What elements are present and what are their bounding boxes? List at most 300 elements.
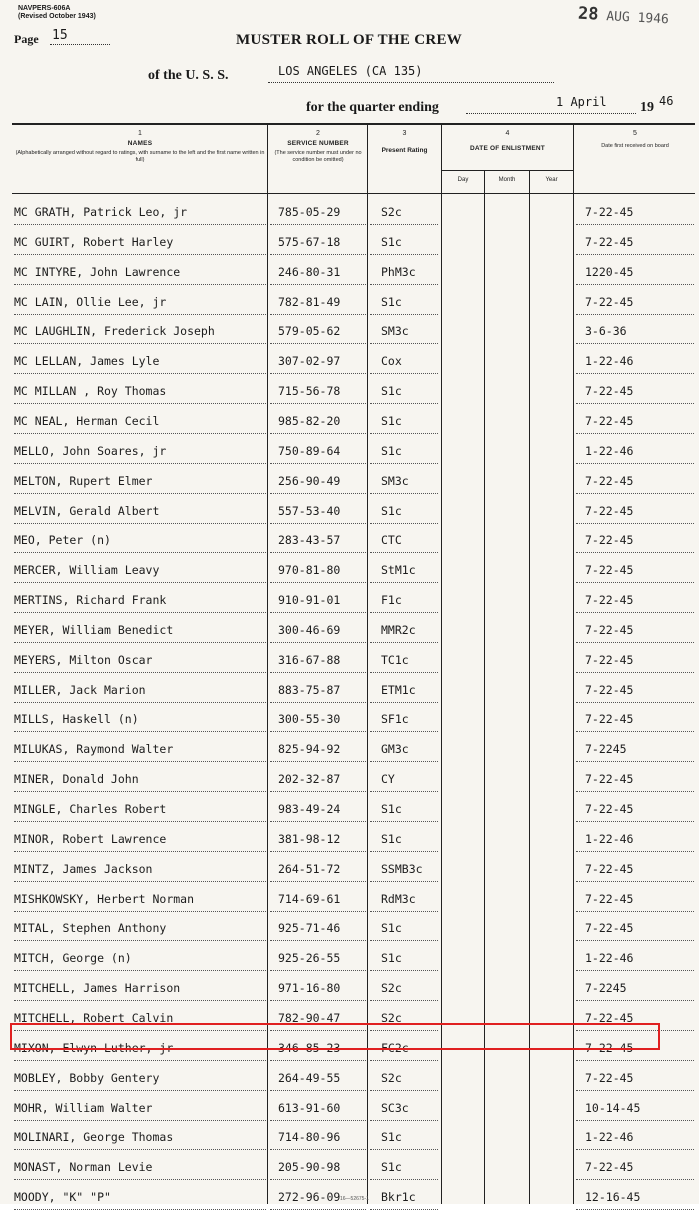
crew-name: MONAST, Norman Levie (14, 1160, 153, 1175)
date-received: 12-16-45 (585, 1190, 641, 1205)
row-dotted-line (270, 1090, 366, 1091)
service-number: 983-49-24 (278, 802, 341, 816)
row-dotted-line (270, 821, 366, 822)
quarter-date: 1 April (556, 95, 607, 109)
table-row (0, 705, 699, 735)
date-received: 3-6-36 (585, 324, 627, 339)
crew-name: MILLER, Jack Marion (14, 682, 146, 697)
row-dotted-line (576, 254, 694, 255)
row-dotted-line (370, 672, 438, 673)
date-received: 7-22-45 (585, 533, 634, 548)
header-day: Day (457, 177, 469, 183)
row-dotted-line (14, 1060, 266, 1061)
row-dotted-line (270, 1120, 366, 1121)
crew-name: MISHKOWSKY, Herbert Norman (14, 891, 195, 906)
crew-name: MC GUIRT, Robert Harley (14, 234, 174, 249)
row-dotted-line (270, 970, 366, 971)
service-number: 750-89-64 (278, 443, 341, 458)
service-number: 613-91-60 (278, 1100, 341, 1115)
row-dotted-line (576, 552, 694, 553)
row-dotted-line (14, 1179, 266, 1180)
row-dotted-line (270, 254, 366, 255)
row-dotted-line (14, 493, 266, 494)
row-dotted-line (14, 851, 266, 852)
table-row (0, 1153, 699, 1183)
row-dotted-line (370, 373, 438, 374)
table-row (0, 795, 699, 825)
date-received: 7-22-45 (585, 473, 634, 488)
present-rating: RdM3c (381, 891, 416, 906)
crew-name: MINER, Donald John (14, 772, 139, 787)
present-rating: FC2c (381, 1040, 409, 1055)
row-dotted-line (370, 761, 438, 762)
service-number: 300-55-30 (278, 712, 341, 727)
date-received: 7-22-45 (585, 563, 634, 578)
row-dotted-line (370, 1000, 438, 1001)
row-dotted-line (270, 940, 366, 941)
row-dotted-line (14, 403, 266, 404)
row-dotted-line (14, 433, 266, 434)
row-dotted-line (270, 911, 366, 912)
row-dotted-line (14, 224, 266, 225)
service-number: 256-90-49 (278, 473, 341, 488)
row-dotted-line (370, 582, 438, 583)
row-dotted-line (14, 463, 266, 464)
row-dotted-line (270, 314, 366, 315)
table-row (0, 765, 699, 795)
date-received: 7-22-45 (585, 921, 634, 936)
service-number: 825-94-92 (278, 742, 341, 757)
row-dotted-line (270, 582, 366, 583)
present-rating: F1c (381, 593, 402, 608)
row-dotted-line (370, 552, 438, 553)
service-number: 575-67-18 (278, 234, 341, 249)
form-revision: (Revised October 1943) (18, 13, 96, 20)
row-dotted-line (14, 761, 266, 762)
quarter-label: for the quarter ending (306, 100, 439, 115)
service-number: 316-67-88 (278, 652, 341, 667)
service-number: 714-69-61 (278, 891, 341, 906)
header-rating-number: 3 (402, 130, 407, 137)
row-dotted-line (14, 702, 266, 703)
crew-name: MC LAUGHLIN, Frederick Joseph (14, 324, 215, 339)
row-dotted-line (370, 433, 438, 434)
row-dotted-line (576, 761, 694, 762)
date-received: 7-22-45 (585, 712, 634, 727)
row-dotted-line (576, 1000, 694, 1001)
row-dotted-line (576, 314, 694, 315)
header-names (14, 130, 266, 164)
row-dotted-line (576, 940, 694, 941)
row-dotted-line (14, 1090, 266, 1091)
crew-name: MC NEAL, Herman Cecil (14, 413, 160, 428)
row-dotted-line (370, 642, 438, 643)
row-dotted-line (14, 970, 266, 971)
present-rating: CY (381, 772, 395, 787)
table-row (0, 944, 699, 974)
service-number: 925-71-46 (278, 921, 341, 936)
date-received: 7-2245 (585, 981, 627, 996)
table-row (0, 914, 699, 944)
table-row (0, 258, 699, 288)
ship-name: LOS ANGELES (CA 135) (278, 64, 423, 78)
crew-name: MOODY, "K" "P" (14, 1190, 111, 1205)
crew-name: MC LAIN, Ollie Lee, jr (14, 294, 167, 309)
service-number: 246-80-31 (278, 264, 341, 279)
row-dotted-line (14, 1120, 266, 1121)
row-dotted-line (576, 1120, 694, 1121)
date-received: 1-22-46 (585, 831, 634, 846)
row-dotted-line (14, 314, 266, 315)
row-dotted-line (14, 1209, 266, 1210)
header-enlistment-number: 4 (505, 130, 510, 137)
crew-name: MOHR, William Walter (14, 1100, 153, 1115)
crew-name: MELLO, John Soares, jr (14, 443, 167, 458)
row-dotted-line (576, 612, 694, 613)
present-rating: S1c (381, 831, 402, 846)
row-dotted-line (270, 1060, 366, 1061)
service-number: 715-56-78 (278, 384, 341, 399)
table-row (0, 855, 699, 885)
table-row (0, 616, 699, 646)
date-received: 1-22-46 (585, 354, 634, 369)
row-dotted-line (370, 463, 438, 464)
present-rating: S1c (381, 921, 402, 936)
year-suffix: 46 (659, 94, 674, 108)
table-row (0, 467, 699, 497)
row-dotted-line (14, 1000, 266, 1001)
row-dotted-line (370, 731, 438, 732)
uss-label: of the U. S. S. (148, 68, 229, 83)
row-dotted-line (14, 523, 266, 524)
date-received: 7-22-45 (585, 1010, 634, 1025)
row-dotted-line (270, 433, 366, 434)
table-row (0, 407, 699, 437)
date-received: 7-2245 (585, 742, 627, 757)
present-rating: TC1c (381, 652, 409, 667)
present-rating: SM3c (381, 324, 409, 339)
crew-name: MITAL, Stephen Anthony (14, 921, 167, 936)
row-dotted-line (14, 343, 266, 344)
service-number: 557-53-40 (278, 503, 341, 518)
table-row (0, 347, 699, 377)
row-dotted-line (576, 672, 694, 673)
row-dotted-line (270, 612, 366, 613)
table-row (0, 526, 699, 556)
service-number: 782-90-47 (278, 1010, 341, 1025)
date-received: 7-22-45 (585, 294, 634, 309)
row-dotted-line (270, 672, 366, 673)
date-received: 7-22-45 (585, 802, 634, 816)
row-dotted-line (270, 343, 366, 344)
row-dotted-line (370, 343, 438, 344)
row-dotted-line (576, 702, 694, 703)
header-names-note: (Alphabetically arranged without regard to ratings, with surname to the left and the first name written in full) (15, 150, 265, 163)
table-row (0, 437, 699, 467)
crew-name: MILLS, Haskell (n) (14, 712, 139, 727)
row-dotted-line (370, 612, 438, 613)
crew-name: MC LELLAN, James Lyle (14, 354, 160, 369)
service-number: 925-26-55 (278, 951, 341, 966)
row-dotted-line (270, 224, 366, 225)
row-dotted-line (370, 1149, 438, 1150)
row-dotted-line (370, 970, 438, 971)
row-dotted-line (370, 911, 438, 912)
row-dotted-line (576, 582, 694, 583)
date-received: 1220-45 (585, 264, 634, 279)
row-dotted-line (14, 911, 266, 912)
row-dotted-line (576, 1149, 694, 1150)
row-dotted-line (14, 821, 266, 822)
service-number: 346-85-23 (278, 1040, 341, 1055)
row-dotted-line (370, 821, 438, 822)
enlistment-sub-rule (441, 170, 574, 171)
header-enlistment-title: DATE OF ENLISTMENT (470, 145, 545, 152)
header-received-title: Date first received on board (601, 143, 669, 149)
date-received: 7-22-45 (585, 652, 634, 667)
year-prefix: 19 (640, 100, 654, 115)
row-dotted-line (270, 284, 366, 285)
row-dotted-line (14, 940, 266, 941)
row-dotted-line (370, 940, 438, 941)
present-rating: GM3c (381, 742, 409, 757)
table-row (0, 646, 699, 676)
crew-name: MELVIN, Gerald Albert (14, 503, 160, 518)
row-dotted-line (14, 612, 266, 613)
date-stamp (578, 4, 670, 29)
row-dotted-line (270, 403, 366, 404)
form-code (18, 5, 96, 21)
table-row (0, 497, 699, 527)
service-number: 381-98-12 (278, 831, 341, 846)
row-dotted-line (270, 1000, 366, 1001)
row-dotted-line (576, 731, 694, 732)
row-dotted-line (576, 911, 694, 912)
crew-name: MC INTYRE, John Lawrence (14, 264, 181, 279)
present-rating: S1c (381, 503, 402, 518)
row-dotted-line (270, 523, 366, 524)
table-row (0, 198, 699, 228)
row-dotted-line (370, 791, 438, 792)
row-dotted-line (370, 881, 438, 882)
service-number: 283-43-57 (278, 533, 341, 548)
present-rating: SM3c (381, 473, 409, 488)
table-row (0, 1094, 699, 1124)
date-received: 7-22-45 (585, 622, 634, 637)
service-number: 985-82-20 (278, 413, 341, 428)
page-title: MUSTER ROLL OF THE CREW (236, 32, 463, 48)
date-received: 7-22-45 (585, 234, 634, 249)
row-dotted-line (270, 552, 366, 553)
row-dotted-line (14, 672, 266, 673)
table-row (0, 885, 699, 915)
row-dotted-line (370, 314, 438, 315)
row-dotted-line (370, 284, 438, 285)
row-dotted-line (370, 1090, 438, 1091)
header-month: Month (498, 177, 516, 183)
row-dotted-line (270, 851, 366, 852)
row-dotted-line (370, 493, 438, 494)
service-number: 205-90-98 (278, 1160, 341, 1175)
stamp-month-year: AUG 1946 (605, 9, 670, 28)
row-dotted-line (270, 642, 366, 643)
row-dotted-line (270, 373, 366, 374)
date-received: 7-22-45 (585, 205, 634, 219)
present-rating: S1c (381, 234, 402, 249)
row-dotted-line (576, 523, 694, 524)
row-dotted-line (14, 881, 266, 882)
service-number: 300-46-69 (278, 622, 341, 637)
present-rating: S1c (381, 413, 402, 428)
row-dotted-line (14, 373, 266, 374)
date-received: 7-22-45 (585, 891, 634, 906)
row-dotted-line (576, 821, 694, 822)
service-number: 910-91-01 (278, 593, 341, 608)
date-received: 1-22-46 (585, 951, 634, 966)
row-dotted-line (576, 224, 694, 225)
header-names-title: NAMES (127, 140, 153, 147)
table-row (0, 1064, 699, 1094)
table-row (0, 288, 699, 318)
crew-name: MILUKAS, Raymond Walter (14, 742, 174, 757)
present-rating: ETM1c (381, 682, 416, 697)
service-number: 782-81-49 (278, 294, 341, 309)
header-year: Year (545, 177, 558, 183)
present-rating: S2c (381, 1070, 402, 1085)
date-received: 1-22-46 (585, 443, 634, 458)
present-rating: CTC (381, 533, 402, 548)
service-number: 264-51-72 (278, 861, 341, 876)
crew-name: MC GRATH, Patrick Leo, jr (14, 205, 188, 219)
present-rating: S1c (381, 443, 402, 458)
service-number: 272-96-09 (278, 1190, 341, 1205)
row-dotted-line (270, 702, 366, 703)
row-dotted-line (370, 702, 438, 703)
row-dotted-line (576, 791, 694, 792)
crew-name: MERCER, William Leavy (14, 563, 160, 578)
row-dotted-line (370, 523, 438, 524)
present-rating: StM1c (381, 563, 416, 578)
row-dotted-line (576, 433, 694, 434)
crew-name: MERTINS, Richard Frank (14, 593, 167, 608)
row-dotted-line (576, 493, 694, 494)
date-received: 7-22-45 (585, 682, 634, 697)
crew-name: MINTZ, James Jackson (14, 861, 153, 876)
service-number: 264-49-55 (278, 1070, 341, 1085)
present-rating: S1c (381, 294, 402, 309)
table-row (0, 735, 699, 765)
row-dotted-line (270, 493, 366, 494)
header-present-rating (369, 130, 440, 154)
present-rating: Bkr1c (381, 1190, 416, 1205)
header-date-of-enlistment (442, 130, 573, 152)
row-dotted-line (270, 761, 366, 762)
crew-name: MC MILLAN , Roy Thomas (14, 384, 167, 399)
crew-name: MINGLE, Charles Robert (14, 802, 167, 816)
row-dotted-line (370, 1120, 438, 1121)
date-received: 7-22-45 (585, 413, 634, 428)
row-dotted-line (270, 791, 366, 792)
date-received: 7-22-45 (585, 1160, 634, 1175)
header-rating-title: Present Rating (381, 147, 428, 154)
present-rating: S1c (381, 1160, 402, 1175)
row-dotted-line (14, 642, 266, 643)
date-received: 7-22-45 (585, 861, 634, 876)
date-received: 7-22-45 (585, 1040, 634, 1055)
crew-name: MEO, Peter (n) (14, 533, 111, 548)
table-row (0, 586, 699, 616)
row-dotted-line (270, 1149, 366, 1150)
present-rating: SC3c (381, 1100, 409, 1115)
present-rating: Cox (381, 354, 402, 369)
row-dotted-line (270, 463, 366, 464)
header-service-number-title: SERVICE NUMBER (287, 140, 349, 147)
crew-name: MITCH, George (n) (14, 951, 132, 966)
row-dotted-line (370, 224, 438, 225)
page-number-line (50, 44, 110, 45)
service-number: 883-75-87 (278, 682, 341, 697)
present-rating: S2c (381, 1010, 402, 1025)
date-received: 7-22-45 (585, 1070, 634, 1085)
row-dotted-line (370, 403, 438, 404)
service-number: 785-05-29 (278, 205, 341, 219)
present-rating: S1c (381, 1130, 402, 1145)
service-number: 202-32-87 (278, 772, 341, 787)
row-dotted-line (14, 1149, 266, 1150)
crew-name: MELTON, Rupert Elmer (14, 473, 153, 488)
table-row (0, 377, 699, 407)
row-dotted-line (14, 254, 266, 255)
service-number: 307-02-97 (278, 354, 341, 369)
present-rating: SSMB3c (381, 861, 423, 876)
row-dotted-line (270, 1179, 366, 1180)
row-dotted-line (576, 343, 694, 344)
row-dotted-line (370, 851, 438, 852)
row-dotted-line (370, 254, 438, 255)
date-received: 7-22-45 (585, 593, 634, 608)
crew-name: MITCHELL, Robert Calvin (14, 1010, 174, 1025)
header-service-number-number: 2 (316, 130, 320, 137)
crew-name: MEYERS, Milton Oscar (14, 652, 153, 667)
present-rating: S1c (381, 384, 402, 399)
table-row (0, 556, 699, 586)
header-names-number: 1 (138, 130, 142, 137)
date-received: 7-22-45 (585, 503, 634, 518)
row-dotted-line (576, 463, 694, 464)
header-bottom-rule (12, 193, 695, 194)
service-number: 971-16-80 (278, 981, 341, 996)
row-dotted-line (576, 1209, 694, 1210)
row-dotted-line (576, 970, 694, 971)
row-dotted-line (370, 1209, 438, 1210)
date-received: 7-22-45 (585, 384, 634, 399)
page-number: 15 (52, 28, 68, 43)
row-dotted-line (576, 1060, 694, 1061)
row-dotted-line (270, 1209, 366, 1210)
row-dotted-line (270, 731, 366, 732)
service-number: 714-80-96 (278, 1130, 341, 1145)
stamp-day: 28 (577, 3, 600, 25)
table-row (0, 1123, 699, 1153)
present-rating: S2c (381, 205, 402, 219)
row-dotted-line (370, 1179, 438, 1180)
table-row (0, 317, 699, 347)
row-dotted-line (576, 284, 694, 285)
header-date-received (576, 130, 694, 150)
present-rating: S1c (381, 951, 402, 966)
row-dotted-line (576, 851, 694, 852)
present-rating: SF1c (381, 712, 409, 727)
